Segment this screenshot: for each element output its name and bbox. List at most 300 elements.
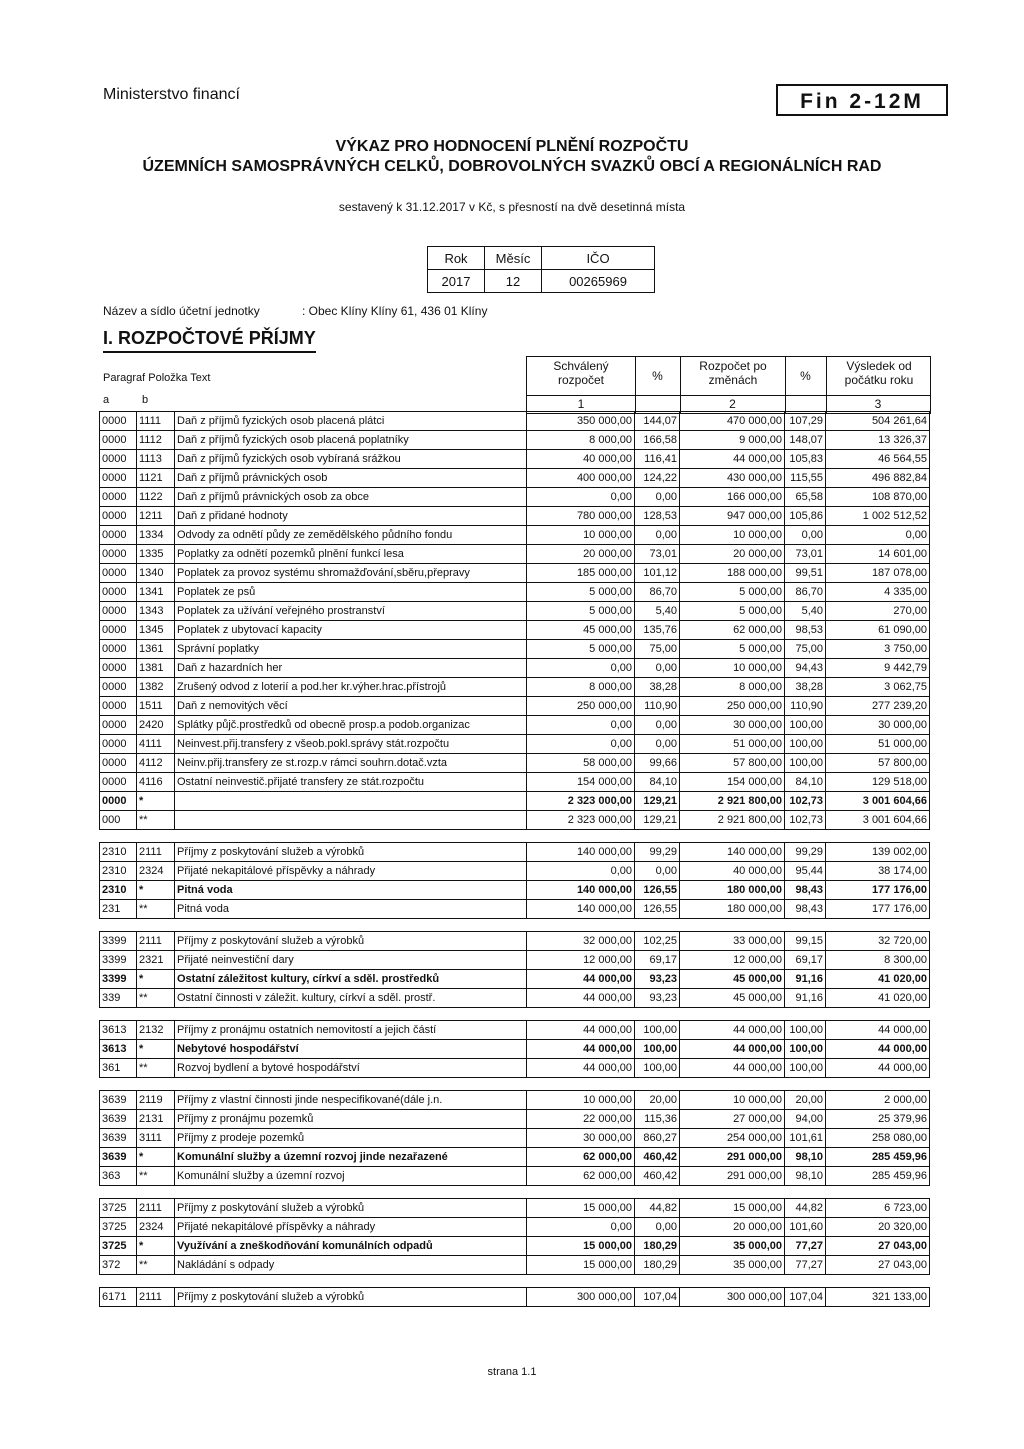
table-row xyxy=(100,881,930,900)
cell-paragraf: 3639 xyxy=(100,1148,137,1167)
cell-rozpocet: 15 000,00 xyxy=(680,1199,785,1218)
table-row xyxy=(100,431,930,450)
income-group xyxy=(99,1020,930,1078)
cell-schvaleny: 5 000,00 xyxy=(527,583,635,602)
cell-pct1: 0,00 xyxy=(635,659,680,678)
cell-schvaleny: 45 000,00 xyxy=(527,621,635,640)
table-row xyxy=(100,811,930,830)
cell-vysledek: 277 239,20 xyxy=(826,697,930,716)
table-row xyxy=(100,1237,930,1256)
cell-rozpocet: 30 000,00 xyxy=(680,716,785,735)
cell-polozka: 1381 xyxy=(137,659,175,678)
cell-polozka: * xyxy=(137,970,175,989)
col-2-number: 2 xyxy=(729,397,736,411)
cell-text: Přijaté nekapitálové příspěvky a náhrady xyxy=(175,862,527,881)
cell-text: Daň z přidané hodnoty xyxy=(175,507,527,526)
cell-paragraf: 0000 xyxy=(100,716,137,735)
cell-pct1: 116,41 xyxy=(635,450,680,469)
cell-paragraf: 2310 xyxy=(100,843,137,862)
cell-schvaleny: 300 000,00 xyxy=(527,1288,635,1307)
cell-polozka: 1511 xyxy=(137,697,175,716)
cell-rozpocet: 10 000,00 xyxy=(680,526,785,545)
cell-pct2: 98,43 xyxy=(785,900,826,919)
table-row xyxy=(100,1091,930,1110)
cell-polozka: 4112 xyxy=(137,754,175,773)
cell-pct1: 102,25 xyxy=(635,932,680,951)
cell-vysledek: 14 601,00 xyxy=(826,545,930,564)
cell-rozpocet: 5 000,00 xyxy=(680,583,785,602)
cell-vysledek: 57 800,00 xyxy=(826,754,930,773)
cell-text: Rozvoj bydlení a bytové hospodářství xyxy=(175,1059,527,1078)
cell-pct1: 44,82 xyxy=(635,1199,680,1218)
table-row xyxy=(100,678,930,697)
cell-rozpocet: 154 000,00 xyxy=(680,773,785,792)
table-row xyxy=(100,621,930,640)
cell-pct2: 69,17 xyxy=(785,951,826,970)
cell-polozka: 2324 xyxy=(137,1218,175,1237)
table-row xyxy=(100,792,930,811)
ico-label: IČO xyxy=(542,247,655,270)
cell-paragraf: 339 xyxy=(100,989,137,1008)
cell-polozka: * xyxy=(137,792,175,811)
cell-schvaleny: 154 000,00 xyxy=(527,773,635,792)
cell-pct2: 75,00 xyxy=(785,640,826,659)
cell-schvaleny: 10 000,00 xyxy=(527,1091,635,1110)
cell-polozka: * xyxy=(137,1148,175,1167)
cell-rozpocet: 180 000,00 xyxy=(680,881,785,900)
cell-pct1: 144,07 xyxy=(635,412,680,431)
cell-pct1: 0,00 xyxy=(635,488,680,507)
cell-pct1: 110,90 xyxy=(635,697,680,716)
cell-vysledek: 27 043,00 xyxy=(826,1256,930,1275)
ministry-name: Ministerstvo financí xyxy=(103,86,240,103)
cell-rozpocet: 250 000,00 xyxy=(680,697,785,716)
cell-pct2: 94,00 xyxy=(785,1110,826,1129)
rok-label: Rok xyxy=(428,247,485,270)
cell-schvaleny: 8 000,00 xyxy=(527,431,635,450)
cell-pct2: 99,29 xyxy=(785,843,826,862)
cell-pct2: 99,15 xyxy=(785,932,826,951)
table-row xyxy=(100,1218,930,1237)
cell-pct1: 860,27 xyxy=(635,1129,680,1148)
table-row xyxy=(100,507,930,526)
cell-polozka: * xyxy=(137,1040,175,1059)
cell-text: Poplatek ze psů xyxy=(175,583,527,602)
cell-schvaleny: 185 000,00 xyxy=(527,564,635,583)
cell-polozka: 1361 xyxy=(137,640,175,659)
cell-pct2: 102,73 xyxy=(785,811,826,830)
cell-rozpocet: 57 800,00 xyxy=(680,754,785,773)
cell-polozka: 1121 xyxy=(137,469,175,488)
cell-pct1: 180,29 xyxy=(635,1256,680,1275)
cell-vysledek: 13 326,37 xyxy=(826,431,930,450)
cell-rozpocet: 44 000,00 xyxy=(680,1040,785,1059)
cell-schvaleny: 40 000,00 xyxy=(527,450,635,469)
cell-vysledek: 44 000,00 xyxy=(826,1040,930,1059)
table-row xyxy=(100,989,930,1008)
cell-polozka: 2321 xyxy=(137,951,175,970)
cell-polozka: 1340 xyxy=(137,564,175,583)
cell-schvaleny: 0,00 xyxy=(527,735,635,754)
cell-schvaleny: 250 000,00 xyxy=(527,697,635,716)
cell-pct1: 99,66 xyxy=(635,754,680,773)
cell-schvaleny: 350 000,00 xyxy=(527,412,635,431)
cell-schvaleny: 12 000,00 xyxy=(527,951,635,970)
table-row xyxy=(100,1059,930,1078)
cell-vysledek: 108 870,00 xyxy=(826,488,930,507)
cell-paragraf: 0000 xyxy=(100,621,137,640)
cell-polozka: ** xyxy=(137,1059,175,1078)
table-row xyxy=(100,583,930,602)
cell-paragraf: 231 xyxy=(100,900,137,919)
cell-vysledek: 285 459,96 xyxy=(826,1167,930,1186)
cell-rozpocet: 2 921 800,00 xyxy=(680,792,785,811)
cell-paragraf: 0000 xyxy=(100,640,137,659)
cell-polozka: 2111 xyxy=(137,1288,175,1307)
cell-paragraf: 0000 xyxy=(100,564,137,583)
cell-pct2: 99,51 xyxy=(785,564,826,583)
cell-text xyxy=(175,811,527,830)
table-row xyxy=(100,1167,930,1186)
cell-text: Ostatní neinvestič.přijaté transfery ze stát.rozpočtu xyxy=(175,773,527,792)
cell-text: Daň z nemovitých věcí xyxy=(175,697,527,716)
unit-value: : Obec Klíny Klíny 61, 436 01 Klíny xyxy=(302,304,488,318)
cell-polozka: 1343 xyxy=(137,602,175,621)
cell-vysledek: 504 261,64 xyxy=(826,412,930,431)
cell-pct2: 91,16 xyxy=(785,970,826,989)
cell-paragraf: 3613 xyxy=(100,1040,137,1059)
table-row xyxy=(100,843,930,862)
cell-schvaleny: 22 000,00 xyxy=(527,1110,635,1129)
cell-polozka: 1111 xyxy=(137,412,175,431)
cell-pct1: 99,29 xyxy=(635,843,680,862)
cell-pct2: 110,90 xyxy=(785,697,826,716)
cell-paragraf: 0000 xyxy=(100,792,137,811)
cell-schvaleny: 44 000,00 xyxy=(527,1021,635,1040)
cell-rozpocet: 5 000,00 xyxy=(680,602,785,621)
cell-pct2: 98,53 xyxy=(785,621,826,640)
cell-paragraf: 3399 xyxy=(100,932,137,951)
cell-polozka: 1334 xyxy=(137,526,175,545)
cell-rozpocet: 10 000,00 xyxy=(680,1091,785,1110)
unit-label: Název a sídlo účetní jednotky xyxy=(103,304,260,318)
cell-polozka: ** xyxy=(137,1256,175,1275)
cell-vysledek: 3 750,00 xyxy=(826,640,930,659)
cell-vysledek: 187 078,00 xyxy=(826,564,930,583)
cell-vysledek: 3 062,75 xyxy=(826,678,930,697)
cell-schvaleny: 0,00 xyxy=(527,659,635,678)
cell-rozpocet: 33 000,00 xyxy=(680,932,785,951)
mesic-label: Měsíc xyxy=(485,247,542,270)
cell-paragraf: 0000 xyxy=(100,431,137,450)
cell-polozka: 2111 xyxy=(137,932,175,951)
cell-polozka: 1335 xyxy=(137,545,175,564)
cell-pct2: 44,82 xyxy=(785,1199,826,1218)
cell-text: Nebytové hospodářství xyxy=(175,1040,527,1059)
cell-vysledek: 51 000,00 xyxy=(826,735,930,754)
cell-pct1: 115,36 xyxy=(635,1110,680,1129)
ico-value: 00265969 xyxy=(542,270,655,293)
income-group xyxy=(99,1198,930,1275)
cell-paragraf: 3639 xyxy=(100,1129,137,1148)
cell-schvaleny: 140 000,00 xyxy=(527,843,635,862)
cell-rozpocet: 188 000,00 xyxy=(680,564,785,583)
cell-text: Daň z hazardních her xyxy=(175,659,527,678)
cell-pct1: 180,29 xyxy=(635,1237,680,1256)
income-group xyxy=(99,842,930,919)
table-row xyxy=(100,488,930,507)
cell-paragraf: 372 xyxy=(100,1256,137,1275)
cell-pct2: 65,58 xyxy=(785,488,826,507)
cell-pct1: 126,55 xyxy=(635,881,680,900)
cell-vysledek: 20 320,00 xyxy=(826,1218,930,1237)
cell-vysledek: 139 002,00 xyxy=(826,843,930,862)
cell-vysledek: 41 020,00 xyxy=(826,970,930,989)
cell-pct2: 102,73 xyxy=(785,792,826,811)
cell-rozpocet: 12 000,00 xyxy=(680,951,785,970)
table-row xyxy=(100,900,930,919)
cell-schvaleny: 0,00 xyxy=(527,716,635,735)
cell-pct1: 0,00 xyxy=(635,735,680,754)
cell-pct2: 0,00 xyxy=(785,526,826,545)
cell-pct1: 129,21 xyxy=(635,792,680,811)
cell-schvaleny: 2 323 000,00 xyxy=(527,811,635,830)
cell-polozka: * xyxy=(137,881,175,900)
cell-text: Příjmy z pronájmu pozemků xyxy=(175,1110,527,1129)
cell-polozka: 2111 xyxy=(137,843,175,862)
cell-pct2: 91,16 xyxy=(785,989,826,1008)
cell-vysledek: 3 001 604,66 xyxy=(826,792,930,811)
cell-text: Příjmy z poskytování služeb a výrobků xyxy=(175,1199,527,1218)
cell-paragraf: 0000 xyxy=(100,507,137,526)
cell-text: Daň z příjmů právnických osob xyxy=(175,469,527,488)
cell-vysledek: 321 133,00 xyxy=(826,1288,930,1307)
cell-schvaleny: 5 000,00 xyxy=(527,602,635,621)
cell-text: Zrušený odvod z loterií a pod.her kr.výher.hrac.přístrojů xyxy=(175,678,527,697)
cell-text: Příjmy z prodeje pozemků xyxy=(175,1129,527,1148)
cell-pct2: 86,70 xyxy=(785,583,826,602)
income-group xyxy=(99,1287,930,1307)
cell-vysledek: 6 723,00 xyxy=(826,1199,930,1218)
cell-polozka: 1345 xyxy=(137,621,175,640)
cell-paragraf: 0000 xyxy=(100,526,137,545)
cell-rozpocet: 470 000,00 xyxy=(680,412,785,431)
cell-pct1: 5,40 xyxy=(635,602,680,621)
cell-vysledek: 177 176,00 xyxy=(826,900,930,919)
form-code: Fin 2-12M xyxy=(776,84,948,116)
cell-text: Příjmy z poskytování služeb a výrobků xyxy=(175,1288,527,1307)
cell-paragraf: 0000 xyxy=(100,678,137,697)
cell-polozka: 1211 xyxy=(137,507,175,526)
rozpocet-header: Rozpočet po změnách xyxy=(699,359,767,387)
income-table xyxy=(99,411,929,1307)
cell-pct1: 100,00 xyxy=(635,1059,680,1078)
cell-schvaleny: 44 000,00 xyxy=(527,970,635,989)
column-a-label: a xyxy=(103,394,110,406)
cell-schvaleny: 5 000,00 xyxy=(527,640,635,659)
cell-text: Využívání a zneškodňování komunálních odpadů xyxy=(175,1237,527,1256)
col-3-number: 3 xyxy=(874,397,882,411)
cell-rozpocet: 9 000,00 xyxy=(680,431,785,450)
table-row xyxy=(100,1148,930,1167)
cell-vysledek: 258 080,00 xyxy=(826,1129,930,1148)
table-row xyxy=(100,659,930,678)
cell-rozpocet: 45 000,00 xyxy=(680,970,785,989)
cell-polozka: 2324 xyxy=(137,862,175,881)
income-group xyxy=(99,411,930,830)
cell-pct1: 166,58 xyxy=(635,431,680,450)
cell-polozka: 3111 xyxy=(137,1129,175,1148)
cell-vysledek: 285 459,96 xyxy=(826,1148,930,1167)
table-row xyxy=(100,450,930,469)
cell-text: Komunální služby a územní rozvoj xyxy=(175,1167,527,1186)
cell-schvaleny: 30 000,00 xyxy=(527,1129,635,1148)
table-row xyxy=(100,754,930,773)
cell-pct2: 101,61 xyxy=(785,1129,826,1148)
cell-polozka: ** xyxy=(137,900,175,919)
cell-text: Přijaté nekapitálové příspěvky a náhrady xyxy=(175,1218,527,1237)
cell-pct1: 0,00 xyxy=(635,862,680,881)
cell-paragraf: 6171 xyxy=(100,1288,137,1307)
cell-pct1: 129,21 xyxy=(635,811,680,830)
cell-schvaleny: 140 000,00 xyxy=(527,881,635,900)
cell-vysledek: 177 176,00 xyxy=(826,881,930,900)
cell-vysledek: 44 000,00 xyxy=(826,1059,930,1078)
cell-pct2: 98,10 xyxy=(785,1167,826,1186)
cell-schvaleny: 8 000,00 xyxy=(527,678,635,697)
cell-text: Odvody za odnětí půdy ze zemědělského půdního fondu xyxy=(175,526,527,545)
cell-paragraf: 2310 xyxy=(100,881,137,900)
cell-pct1: 0,00 xyxy=(635,1218,680,1237)
cell-rozpocet: 27 000,00 xyxy=(680,1110,785,1129)
cell-pct1: 86,70 xyxy=(635,583,680,602)
cell-vysledek: 129 518,00 xyxy=(826,773,930,792)
cell-pct2: 115,55 xyxy=(785,469,826,488)
cell-vysledek: 25 379,96 xyxy=(826,1110,930,1129)
cell-polozka: 1112 xyxy=(137,431,175,450)
cell-text: Pitná voda xyxy=(175,881,527,900)
cell-text: Příjmy z poskytování služeb a výrobků xyxy=(175,843,527,862)
cell-text: Příjmy z pronájmu ostatních nemovitostí a jejich částí xyxy=(175,1021,527,1040)
report-title-line2: ÚZEMNÍCH SAMOSPRÁVNÝCH CELKŮ, DOBROVOLNÝCH SVAZKŮ OBCÍ A REGIONÁLNÍCH RAD xyxy=(142,158,882,175)
cell-schvaleny: 15 000,00 xyxy=(527,1199,635,1218)
cell-pct2: 107,04 xyxy=(785,1288,826,1307)
cell-text: Pitná voda xyxy=(175,900,527,919)
table-row xyxy=(100,773,930,792)
cell-polozka: 1382 xyxy=(137,678,175,697)
cell-schvaleny: 62 000,00 xyxy=(527,1167,635,1186)
cell-polozka: * xyxy=(137,1237,175,1256)
cell-rozpocet: 44 000,00 xyxy=(680,1021,785,1040)
cell-polozka: ** xyxy=(137,1167,175,1186)
cell-schvaleny: 15 000,00 xyxy=(527,1237,635,1256)
cell-pct1: 460,42 xyxy=(635,1167,680,1186)
cell-pct2: 84,10 xyxy=(785,773,826,792)
cell-rozpocet: 947 000,00 xyxy=(680,507,785,526)
cell-polozka: 2119 xyxy=(137,1091,175,1110)
cell-paragraf: 000 xyxy=(100,811,137,830)
cell-pct1: 101,12 xyxy=(635,564,680,583)
cell-text: Poplatek za provoz systému shromažďování,sběru,přepravy xyxy=(175,564,527,583)
table-row xyxy=(100,697,930,716)
cell-vysledek: 30 000,00 xyxy=(826,716,930,735)
cell-text: Daň z příjmů fyzických osob placená plátci xyxy=(175,412,527,431)
cell-vysledek: 9 442,79 xyxy=(826,659,930,678)
cell-vysledek: 0,00 xyxy=(826,526,930,545)
table-row xyxy=(100,545,930,564)
cell-rozpocet: 430 000,00 xyxy=(680,469,785,488)
cell-schvaleny: 44 000,00 xyxy=(527,989,635,1008)
cell-rozpocet: 300 000,00 xyxy=(680,1288,785,1307)
cell-text: Splátky půjč.prostředků od obecně prosp.a podob.organizac xyxy=(175,716,527,735)
cell-polozka: 2420 xyxy=(137,716,175,735)
table-row xyxy=(100,1256,930,1275)
rok-value: 2017 xyxy=(428,270,485,293)
cell-vysledek: 41 020,00 xyxy=(826,989,930,1008)
cell-pct1: 93,23 xyxy=(635,989,680,1008)
cell-vysledek: 44 000,00 xyxy=(826,1021,930,1040)
left-column-header: Paragraf Položka Text xyxy=(103,372,211,384)
cell-rozpocet: 166 000,00 xyxy=(680,488,785,507)
cell-rozpocet: 10 000,00 xyxy=(680,659,785,678)
cell-pct1: 135,76 xyxy=(635,621,680,640)
cell-rozpocet: 44 000,00 xyxy=(680,1059,785,1078)
cell-paragraf: 3639 xyxy=(100,1091,137,1110)
cell-pct2: 100,00 xyxy=(785,754,826,773)
cell-pct1: 460,42 xyxy=(635,1148,680,1167)
table-row xyxy=(100,1129,930,1148)
income-group xyxy=(99,931,930,1008)
cell-paragraf: 0000 xyxy=(100,602,137,621)
cell-paragraf: 2310 xyxy=(100,862,137,881)
table-row xyxy=(100,602,930,621)
table-row xyxy=(100,1040,930,1059)
cell-paragraf: 0000 xyxy=(100,469,137,488)
table-row xyxy=(100,932,930,951)
report-title-line1: VÝKAZ PRO HODNOCENÍ PLNĚNÍ ROZPOČTU xyxy=(335,138,689,155)
period-table xyxy=(427,246,655,293)
table-row xyxy=(100,1288,930,1307)
table-row xyxy=(100,716,930,735)
cell-pct2: 98,10 xyxy=(785,1148,826,1167)
cell-rozpocet: 140 000,00 xyxy=(680,843,785,862)
cell-pct2: 100,00 xyxy=(785,716,826,735)
cell-paragraf: 3399 xyxy=(100,951,137,970)
cell-paragraf: 0000 xyxy=(100,583,137,602)
cell-pct1: 100,00 xyxy=(635,1040,680,1059)
cell-schvaleny: 10 000,00 xyxy=(527,526,635,545)
cell-paragraf: 3725 xyxy=(100,1218,137,1237)
section-heading: I. ROZPOČTOVÉ PŘÍJMY xyxy=(103,328,316,353)
cell-polozka: 1122 xyxy=(137,488,175,507)
table-row xyxy=(100,735,930,754)
cell-rozpocet: 40 000,00 xyxy=(680,862,785,881)
report-subtitle: sestavený k 31.12.2017 v Kč, s přesností na dvě desetinná místa xyxy=(338,200,686,214)
cell-rozpocet: 254 000,00 xyxy=(680,1129,785,1148)
cell-pct1: 75,00 xyxy=(635,640,680,659)
cell-text xyxy=(175,792,527,811)
cell-paragraf: 3725 xyxy=(100,1237,137,1256)
cell-pct2: 100,00 xyxy=(785,735,826,754)
cell-schvaleny: 140 000,00 xyxy=(527,900,635,919)
cell-text: Správní poplatky xyxy=(175,640,527,659)
cell-pct2: 73,01 xyxy=(785,545,826,564)
cell-vysledek: 270,00 xyxy=(826,602,930,621)
cell-pct2: 101,60 xyxy=(785,1218,826,1237)
cell-rozpocet: 44 000,00 xyxy=(680,450,785,469)
pct1-header: % xyxy=(652,369,663,383)
cell-rozpocet: 2 921 800,00 xyxy=(680,811,785,830)
